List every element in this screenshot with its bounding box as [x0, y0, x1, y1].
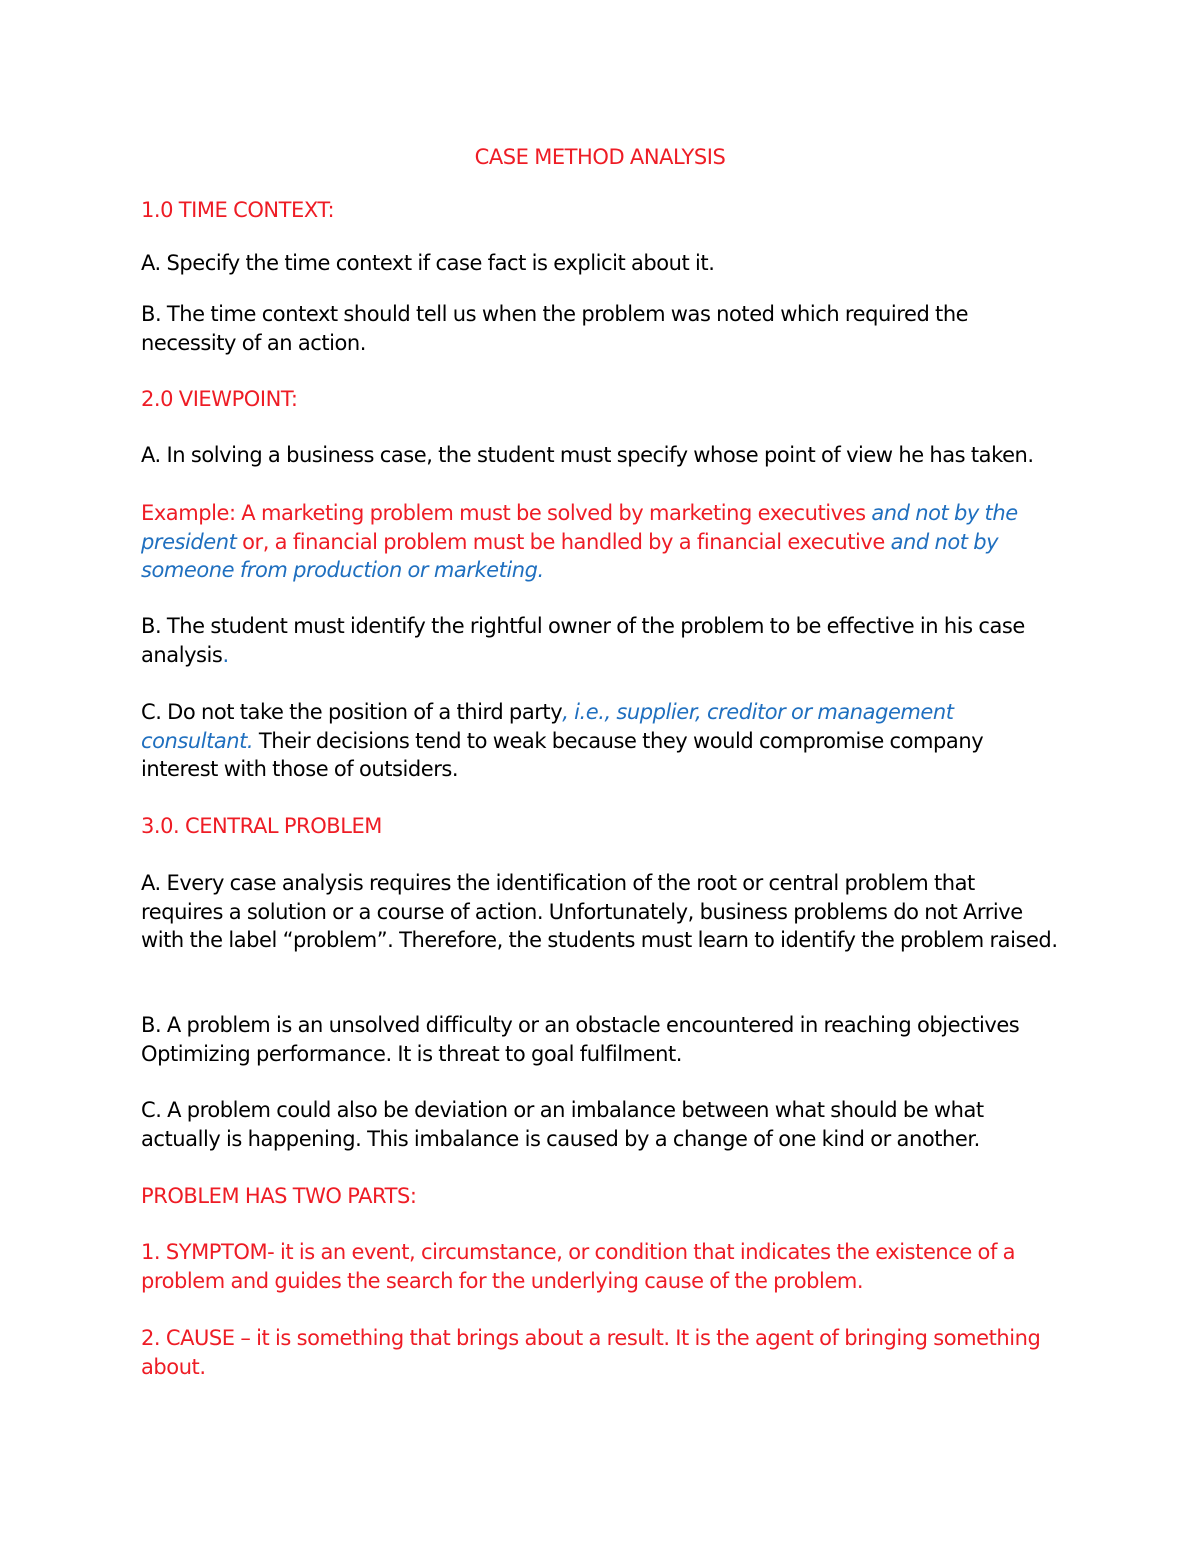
paragraph-1a: A. Specify the time context if case fact is explicit about it. [141, 251, 715, 275]
paragraph-2c-text-2: Their decisions tend to weak because they would compromise company interest with those of outsiders. [141, 728, 984, 781]
section-heading-central-problem: 3.0. CENTRAL PROBLEM [141, 814, 382, 838]
example-emphasis-2: and not by someone from production or marketing. [141, 529, 999, 582]
paragraph-2c-text-1: C. Do not take the position of a third party [141, 700, 563, 724]
example-text-1: Example: A marketing problem must be solved by marketing executives [141, 501, 866, 525]
section-heading-viewpoint: 2.0 VIEWPOINT: [141, 387, 298, 411]
paragraph-2b-text: B. The student must identify the rightful owner of the problem to be effective in his case analysis [141, 614, 1025, 667]
paragraph-2c-emphasis: , i.e., supplier, creditor or management consultant. [141, 700, 954, 753]
paragraph-symptom: 1. SYMPTOM- it is an event, circumstance, or condition that indicates the existence of a problem and guides the search for the underlying cause of the problem. [141, 1240, 1016, 1293]
paragraph-2b-end: . [222, 642, 229, 667]
paragraph-1b: B. The time context should tell us when the problem was noted which required the necessity of an action. [141, 302, 969, 355]
paragraph-2c [141, 698, 1061, 784]
page-title: CASE METHOD ANALYSIS [474, 145, 726, 169]
paragraph-cause: 2. CAUSE – it is something that brings about a result. It is the agent of bringing something about. [141, 1326, 1041, 1379]
paragraph-2a: A. In solving a business case, the student must specify whose point of view he has taken. [141, 443, 1034, 467]
example-text-2: or, a financial problem must be handled by a financial executive [242, 529, 885, 554]
paragraph-2b [141, 612, 1061, 669]
section-heading-problem-parts: PROBLEM HAS TWO PARTS: [141, 1184, 417, 1208]
section-heading-time-context: 1.0 TIME CONTEXT: [141, 198, 335, 222]
paragraph-3b: B. A problem is an unsolved difficulty or an obstacle encountered in reaching objectives Optimizing performance. It is threat to goal fulfilment. [141, 1013, 1020, 1066]
example-paragraph [141, 499, 1061, 585]
example-emphasis-1: and not by the president [141, 501, 1018, 554]
paragraph-3a: A. Every case analysis requires the identification of the root or central problem that requires a solution or a course of action. Unfortunately, business problems do not Arrive with the label “problem”. Therefore, the students must learn to identify the problem raised. [141, 871, 1058, 952]
paragraph-3c: C. A problem could also be deviation or an imbalance between what should be what actually is happening. This imbalance is caused by a change of one kind or another. [141, 1098, 984, 1151]
